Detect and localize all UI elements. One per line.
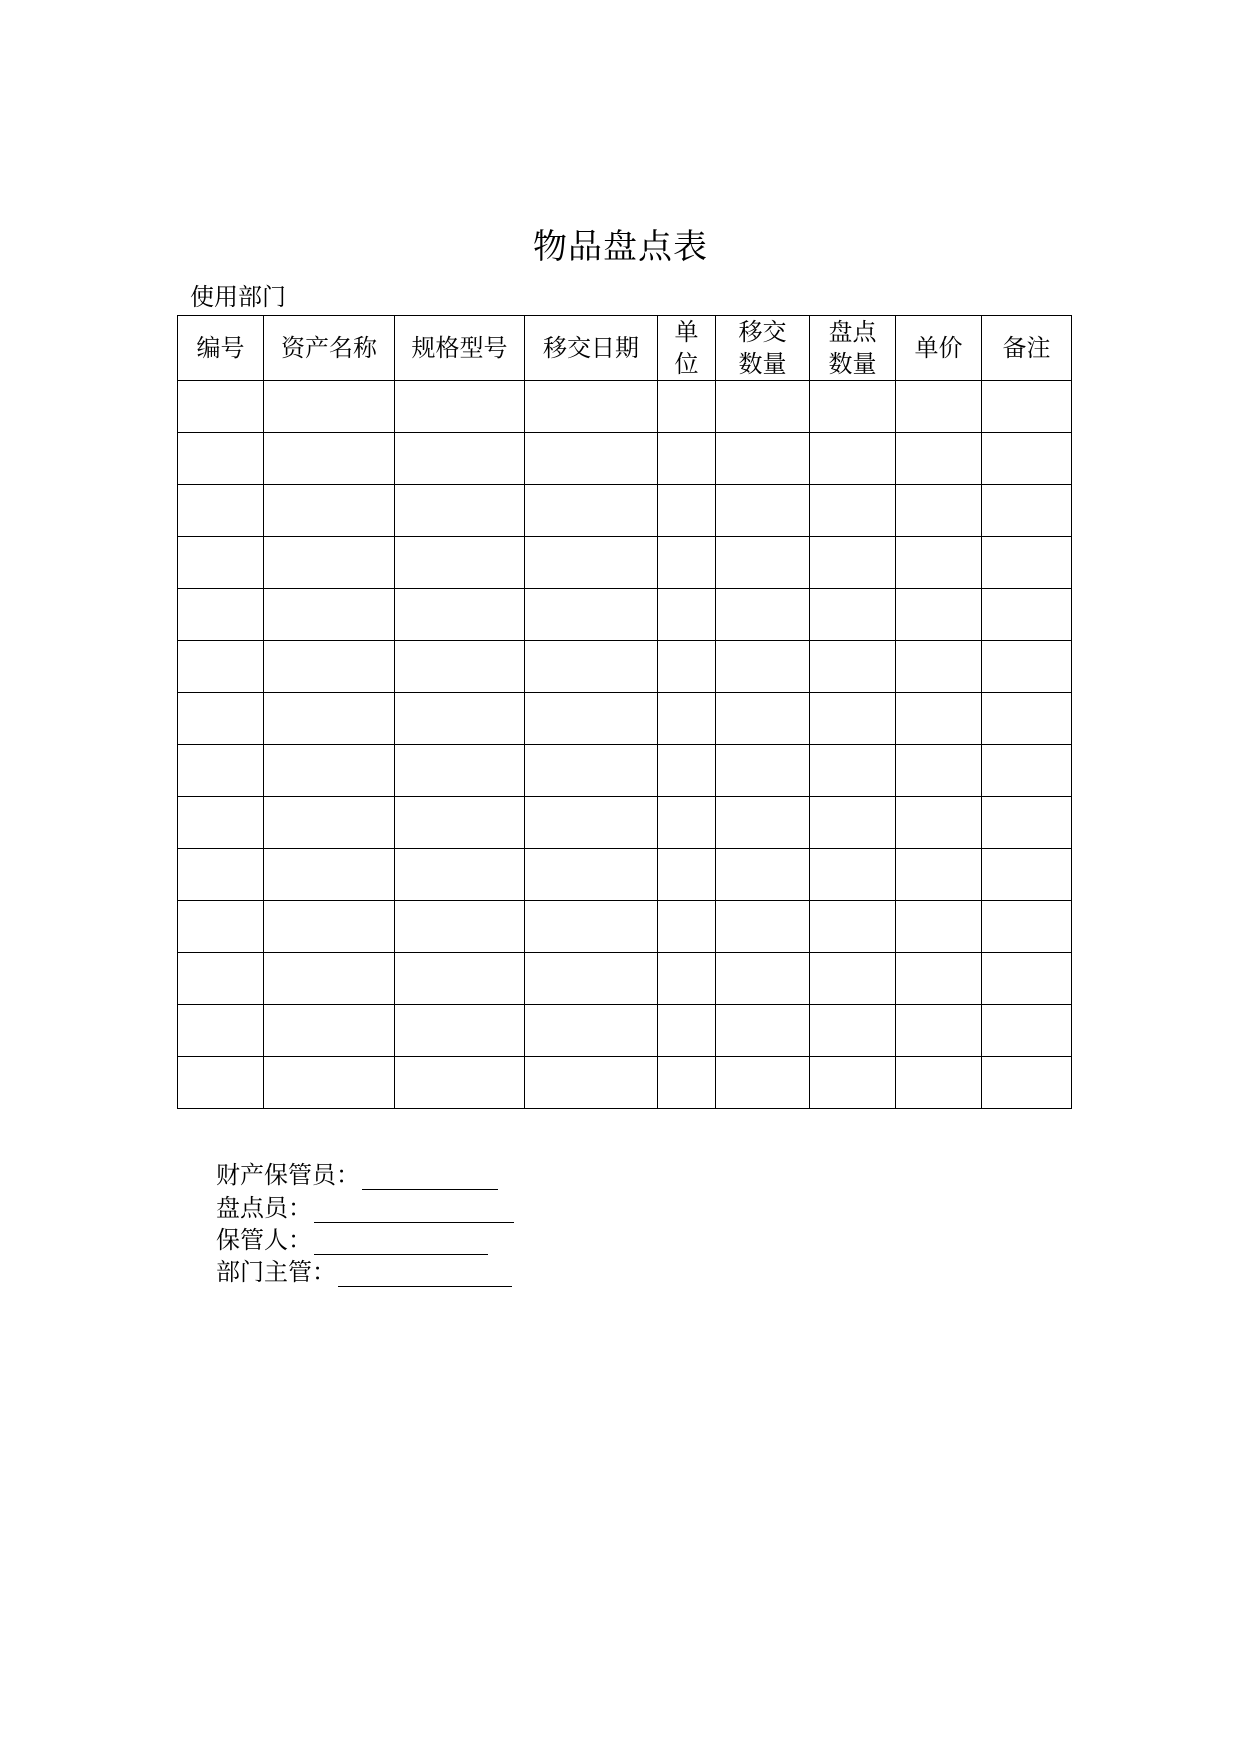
table-row xyxy=(178,381,1072,433)
table-cell[interactable] xyxy=(896,745,982,797)
table-row xyxy=(178,693,1072,745)
table-cell[interactable] xyxy=(810,1005,896,1057)
table-cell[interactable] xyxy=(716,849,810,901)
table-row xyxy=(178,485,1072,537)
table-cell[interactable] xyxy=(982,1057,1072,1109)
table-row xyxy=(178,1005,1072,1057)
table-cell[interactable] xyxy=(658,485,716,537)
table-cell[interactable] xyxy=(178,381,264,433)
table-cell[interactable] xyxy=(658,589,716,641)
table-cell[interactable] xyxy=(982,745,1072,797)
table-cell[interactable] xyxy=(395,849,525,901)
table-cell[interactable] xyxy=(395,589,525,641)
table-cell[interactable] xyxy=(810,433,896,485)
table-cell[interactable] xyxy=(395,901,525,953)
table-cell[interactable] xyxy=(395,537,525,589)
table-cell[interactable] xyxy=(178,849,264,901)
department-label: 使用部门 xyxy=(190,283,286,311)
table-cell[interactable] xyxy=(658,641,716,693)
table-cell[interactable] xyxy=(982,953,1072,1005)
table-row xyxy=(178,589,1072,641)
table-cell[interactable] xyxy=(810,797,896,849)
table-cell[interactable] xyxy=(264,381,395,433)
table-cell[interactable] xyxy=(658,693,716,745)
header-unit: 单 位 xyxy=(658,316,716,381)
custodian-signature-line[interactable] xyxy=(362,1167,498,1190)
table-cell[interactable] xyxy=(716,953,810,1005)
table-cell[interactable] xyxy=(810,537,896,589)
table-cell[interactable] xyxy=(810,745,896,797)
table-row xyxy=(178,953,1072,1005)
table-cell[interactable] xyxy=(525,589,658,641)
counter-signature-line[interactable] xyxy=(314,1200,514,1223)
table-cell[interactable] xyxy=(716,901,810,953)
table-cell[interactable] xyxy=(982,1005,1072,1057)
table-cell[interactable] xyxy=(395,1057,525,1109)
signature-supervisor xyxy=(216,1257,512,1287)
table-cell[interactable] xyxy=(896,485,982,537)
table-cell[interactable] xyxy=(395,745,525,797)
table-cell[interactable] xyxy=(982,901,1072,953)
table-cell[interactable] xyxy=(716,797,810,849)
table-cell[interactable] xyxy=(264,1057,395,1109)
table-cell[interactable] xyxy=(716,693,810,745)
table-cell[interactable] xyxy=(658,537,716,589)
table-cell[interactable] xyxy=(982,589,1072,641)
header-transfer-date: 移交日期 xyxy=(525,316,658,381)
supervisor-label: 部门主管： xyxy=(216,1258,336,1286)
table-cell[interactable] xyxy=(716,745,810,797)
table-cell[interactable] xyxy=(264,1005,395,1057)
table-cell[interactable] xyxy=(658,797,716,849)
table-cell[interactable] xyxy=(264,849,395,901)
table-cell[interactable] xyxy=(982,693,1072,745)
table-cell[interactable] xyxy=(395,485,525,537)
table-cell[interactable] xyxy=(178,433,264,485)
table-cell[interactable] xyxy=(810,381,896,433)
table-cell[interactable] xyxy=(810,485,896,537)
table-row xyxy=(178,433,1072,485)
counter-label: 盘点员： xyxy=(216,1194,312,1222)
table-row xyxy=(178,797,1072,849)
table-body xyxy=(178,381,1072,1109)
table-cell[interactable] xyxy=(178,589,264,641)
table-cell[interactable] xyxy=(896,849,982,901)
table-cell[interactable] xyxy=(716,537,810,589)
table-cell[interactable] xyxy=(716,1005,810,1057)
table-cell[interactable] xyxy=(810,901,896,953)
table-cell[interactable] xyxy=(395,381,525,433)
table-cell[interactable] xyxy=(658,953,716,1005)
supervisor-signature-line[interactable] xyxy=(338,1264,512,1287)
table-row xyxy=(178,745,1072,797)
table-cell[interactable] xyxy=(264,485,395,537)
table-cell[interactable] xyxy=(178,1005,264,1057)
table-cell[interactable] xyxy=(264,693,395,745)
header-unit-price: 单价 xyxy=(896,316,982,381)
table-cell[interactable] xyxy=(525,485,658,537)
table-cell[interactable] xyxy=(525,849,658,901)
table-cell[interactable] xyxy=(810,693,896,745)
table-cell[interactable] xyxy=(896,433,982,485)
table-cell[interactable] xyxy=(658,1057,716,1109)
table-cell[interactable] xyxy=(896,1057,982,1109)
table-cell[interactable] xyxy=(525,901,658,953)
table-cell[interactable] xyxy=(982,797,1072,849)
table-cell[interactable] xyxy=(395,641,525,693)
table-cell[interactable] xyxy=(525,953,658,1005)
table-cell[interactable] xyxy=(896,953,982,1005)
table-cell[interactable] xyxy=(395,797,525,849)
table-cell[interactable] xyxy=(810,1057,896,1109)
table-cell[interactable] xyxy=(525,433,658,485)
table-cell[interactable] xyxy=(896,693,982,745)
table-cell[interactable] xyxy=(178,485,264,537)
table-cell[interactable] xyxy=(264,745,395,797)
table-cell[interactable] xyxy=(896,589,982,641)
header-remarks: 备注 xyxy=(982,316,1072,381)
table-cell[interactable] xyxy=(982,485,1072,537)
table-row xyxy=(178,1057,1072,1109)
table-cell[interactable] xyxy=(658,433,716,485)
signature-keeper xyxy=(216,1225,488,1255)
table-cell[interactable] xyxy=(982,381,1072,433)
table-cell[interactable] xyxy=(264,901,395,953)
table-row xyxy=(178,849,1072,901)
signature-custodian xyxy=(216,1160,498,1190)
table-header-row xyxy=(178,316,1072,381)
table-cell[interactable] xyxy=(264,433,395,485)
table-cell[interactable] xyxy=(810,589,896,641)
table-cell[interactable] xyxy=(525,641,658,693)
table-cell[interactable] xyxy=(896,1005,982,1057)
table-cell[interactable] xyxy=(810,849,896,901)
table-cell[interactable] xyxy=(716,485,810,537)
header-transfer-qty: 移交 数量 xyxy=(716,316,810,381)
table-cell[interactable] xyxy=(395,693,525,745)
table-cell[interactable] xyxy=(716,433,810,485)
table-cell[interactable] xyxy=(178,537,264,589)
header-spec-model: 规格型号 xyxy=(395,316,525,381)
table-cell[interactable] xyxy=(178,693,264,745)
table-cell[interactable] xyxy=(810,641,896,693)
table-cell[interactable] xyxy=(896,901,982,953)
table-cell[interactable] xyxy=(658,745,716,797)
table-cell[interactable] xyxy=(896,641,982,693)
table-cell[interactable] xyxy=(178,745,264,797)
table-cell[interactable] xyxy=(395,433,525,485)
table-cell[interactable] xyxy=(395,953,525,1005)
inventory-table xyxy=(177,315,1072,1109)
table-cell[interactable] xyxy=(658,381,716,433)
table-cell[interactable] xyxy=(178,901,264,953)
table-cell[interactable] xyxy=(264,953,395,1005)
header-asset-name: 资产名称 xyxy=(264,316,395,381)
table-cell[interactable] xyxy=(896,537,982,589)
page-title: 物品盘点表 xyxy=(533,227,708,267)
table-cell[interactable] xyxy=(525,745,658,797)
table-cell[interactable] xyxy=(716,1057,810,1109)
table-cell[interactable] xyxy=(896,381,982,433)
keeper-label: 保管人： xyxy=(216,1226,312,1254)
table-cell[interactable] xyxy=(658,1005,716,1057)
table-cell[interactable] xyxy=(896,797,982,849)
table-cell[interactable] xyxy=(395,1005,525,1057)
table-cell[interactable] xyxy=(525,1057,658,1109)
table-cell[interactable] xyxy=(525,1005,658,1057)
table-cell[interactable] xyxy=(716,381,810,433)
table-cell[interactable] xyxy=(982,537,1072,589)
table-cell[interactable] xyxy=(525,797,658,849)
table-cell[interactable] xyxy=(982,641,1072,693)
table-cell[interactable] xyxy=(658,901,716,953)
table-cell[interactable] xyxy=(178,953,264,1005)
table-cell[interactable] xyxy=(178,1057,264,1109)
table-cell[interactable] xyxy=(525,693,658,745)
table-cell[interactable] xyxy=(658,849,716,901)
custodian-label: 财产保管员： xyxy=(216,1161,360,1189)
table-cell[interactable] xyxy=(810,953,896,1005)
keeper-signature-line[interactable] xyxy=(314,1232,488,1255)
table-cell[interactable] xyxy=(264,641,395,693)
table-cell[interactable] xyxy=(264,589,395,641)
table-cell[interactable] xyxy=(716,589,810,641)
table-cell[interactable] xyxy=(525,381,658,433)
table-cell[interactable] xyxy=(264,537,395,589)
table-cell[interactable] xyxy=(264,797,395,849)
table-cell[interactable] xyxy=(982,849,1072,901)
table-row xyxy=(178,641,1072,693)
signature-counter xyxy=(216,1193,514,1223)
header-id: 编号 xyxy=(178,316,264,381)
table-cell[interactable] xyxy=(982,433,1072,485)
header-count-qty: 盘点 数量 xyxy=(810,316,896,381)
table-row xyxy=(178,901,1072,953)
table-cell[interactable] xyxy=(525,537,658,589)
table-row xyxy=(178,537,1072,589)
table-cell[interactable] xyxy=(178,641,264,693)
table-cell[interactable] xyxy=(178,797,264,849)
table-cell[interactable] xyxy=(716,641,810,693)
